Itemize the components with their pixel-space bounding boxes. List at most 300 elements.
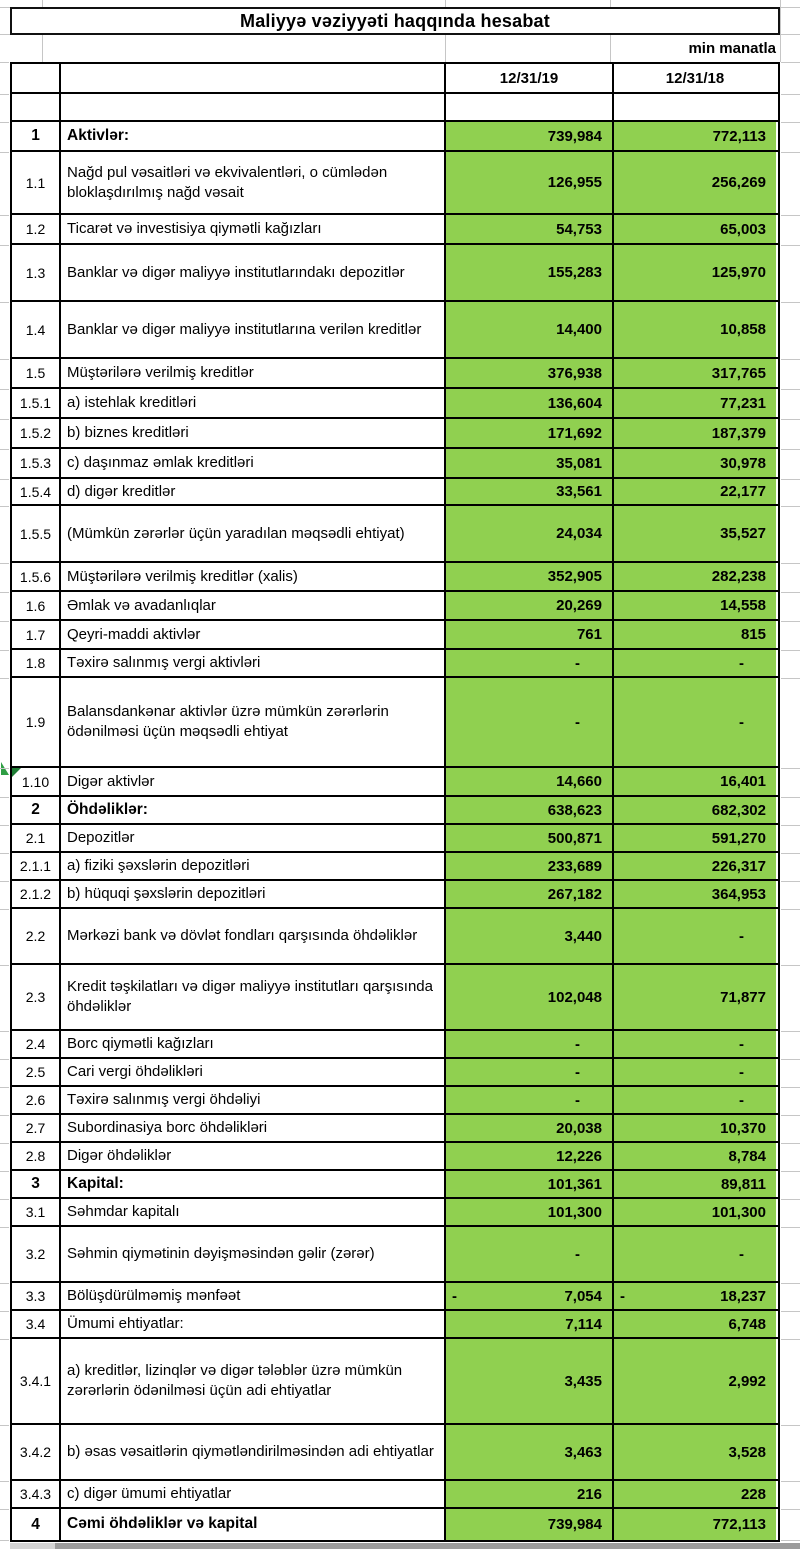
row-number: 2.8 [25,1148,46,1164]
value-2019-cell[interactable] [444,1425,612,1479]
row-number-cell[interactable] [12,506,59,561]
value-2019-cell[interactable] [444,506,612,561]
value-2019-cell[interactable] [444,359,612,387]
row-number-cell[interactable] [12,419,59,447]
row-number-cell[interactable] [12,678,59,766]
gridline [0,621,9,622]
row-label-cell[interactable] [59,1199,444,1225]
row-label: Depozitlər [67,829,135,847]
gridline [781,1540,800,1541]
gridline [0,1339,9,1340]
row-label-cell[interactable] [59,449,444,477]
gridline [781,94,800,95]
row-label-cell[interactable] [59,419,444,447]
value-2019-cell[interactable] [444,215,612,243]
row-label: Bölüşdürülməmiş mənfəət [67,1287,241,1305]
value-2019-cell[interactable] [444,1143,612,1169]
value-2018-cell[interactable] [612,479,776,504]
value-2018-cell[interactable] [612,359,776,387]
gridline [781,122,800,123]
gridline [781,768,800,769]
row-label-cell[interactable] [59,965,444,1029]
value-2019-cell[interactable] [444,1059,612,1085]
gridline [781,621,800,622]
gridline [0,678,9,679]
row-number-cell[interactable] [12,302,59,357]
unit-label-cell[interactable] [612,35,776,61]
row-number: 3.1 [25,1204,46,1220]
value-2018-cell[interactable] [612,592,776,619]
gridline [781,302,800,303]
value-2019-cell[interactable] [444,1311,612,1337]
value-2018-cell[interactable] [612,1199,776,1225]
cell-value: - [739,1035,744,1053]
row-number-cell[interactable] [12,1143,59,1169]
row-number-cell[interactable] [12,1283,59,1309]
value-2019-cell[interactable] [444,825,612,851]
value-2019-cell[interactable] [444,449,612,477]
row-number-cell[interactable] [12,215,59,243]
cell-value: - [575,1245,580,1263]
row-label: (Mümkün zərərlər üçün yaradılan məqsədli ehtiyat) [67,524,405,542]
gridline [781,797,800,798]
value-2018-cell[interactable] [612,768,776,795]
row-label-cell[interactable] [59,768,444,795]
value-2018-cell[interactable] [612,621,776,648]
gridline [0,94,9,95]
report-title-cell[interactable] [10,7,780,35]
value-2019-cell[interactable] [444,909,612,963]
row-label-cell[interactable] [59,1339,444,1423]
row-label: Əmlak və avadanlıqlar [67,596,216,614]
row-label-cell[interactable] [59,122,444,150]
row-label-cell[interactable] [59,1115,444,1141]
row-label-cell[interactable] [59,563,444,590]
value-2018-cell[interactable] [612,1339,776,1423]
value-2019-cell[interactable] [444,245,612,300]
row-label: Mərkəzi bank və dövlət fondları qarşısında öhdəliklər [67,927,418,945]
table-row [12,359,778,389]
cell-value: 8,784 [728,1147,766,1165]
value-2018-cell[interactable] [612,1509,776,1540]
cell-value: 101,361 [547,1175,602,1193]
gridline [0,909,9,910]
row-number-cell[interactable] [12,621,59,648]
value-2018-cell[interactable] [612,449,776,477]
row-number-cell[interactable] [12,768,59,795]
cell-value: 89,811 [720,1175,766,1193]
row-number-cell[interactable] [12,479,59,504]
value-2018-cell[interactable] [612,1425,776,1479]
value-2019-cell[interactable] [444,1283,612,1309]
row-number-cell[interactable] [12,389,59,417]
cell-value: 12/31/18 [665,69,725,87]
row-number-cell[interactable] [12,1311,59,1337]
row-label-cell[interactable] [59,215,444,243]
table-row [12,1143,778,1171]
gridline [781,1311,800,1312]
row-number-cell[interactable] [12,1481,59,1507]
row-label-cell[interactable] [59,479,444,504]
row-number-cell[interactable] [12,825,59,851]
row-number-cell[interactable] [12,359,59,387]
cell-value: 2,992 [728,1372,766,1390]
row-number: 1.4 [25,321,46,338]
value-2019-cell[interactable] [444,122,612,150]
gridline [781,449,800,450]
row-label: Kapital: [67,1174,124,1192]
cell-value: 376,938 [547,364,602,382]
row-number-cell[interactable] [12,650,59,676]
cell-value: 24,034 [556,525,602,542]
gridline [781,1087,800,1088]
cell-value: 30,978 [720,454,766,472]
gridline [0,592,9,593]
table-row [12,1339,778,1425]
value-2018-cell[interactable] [612,563,776,590]
row-number-cell[interactable] [12,965,59,1029]
gridline [781,1059,800,1060]
cell-value: 14,660 [556,773,602,790]
gridline [0,152,9,153]
gridline [781,965,800,966]
cell-value: 226,317 [711,857,766,875]
gridline [0,1227,9,1228]
cell-value: 228 [740,1485,766,1503]
value-2019-cell[interactable] [444,1481,612,1507]
cell-value: 815 [740,626,766,643]
value-2018-cell[interactable] [612,152,776,213]
gridline [781,506,800,507]
gridline [781,1199,800,1200]
row-label-cell[interactable] [59,506,444,561]
value-2019-cell[interactable] [444,1087,612,1113]
row-number-cell[interactable] [12,1031,59,1057]
value-2018-cell[interactable] [612,215,776,243]
row-label-cell[interactable] [59,853,444,879]
gridline [0,389,9,390]
table-row [12,1115,778,1143]
row-number: 2.5 [25,1064,46,1080]
row-number-cell[interactable] [12,449,59,477]
comment-marker-icon [12,768,21,777]
value-2019-cell[interactable] [444,1339,612,1423]
value-2018-cell[interactable] [612,965,776,1029]
value-2018-cell[interactable] [612,678,776,766]
row-number: 3.4 [25,1316,46,1332]
row-number-cell[interactable] [12,1509,59,1540]
table-row [12,302,778,359]
gridline [0,506,9,507]
row-number: 1.5.1 [19,395,52,411]
value-2018-cell[interactable] [612,1481,776,1507]
row-label: Müştərilərə verilmiş kreditlər (xalis) [67,567,298,585]
row-label-cell[interactable] [59,1283,444,1309]
cell-value: 282,238 [711,568,766,585]
row-label-cell[interactable] [59,797,444,823]
cell-value: 7,114 [565,1315,602,1333]
row-number-cell[interactable] [12,1339,59,1423]
row-label-cell[interactable] [59,1031,444,1057]
row-label-cell[interactable] [59,389,444,417]
value-2018-cell[interactable] [612,797,776,823]
table-row [12,122,778,152]
row-label-cell[interactable] [59,1425,444,1479]
gridline [781,1481,800,1482]
row-number-cell[interactable] [12,563,59,590]
value-2019-cell[interactable] [444,302,612,357]
row-number: 2.3 [25,989,46,1005]
row-number: 1.5.6 [19,568,52,585]
gridline [0,853,9,854]
value-2018-cell[interactable] [612,1031,776,1057]
table-row [12,245,778,302]
cell-value: 54,753 [556,220,602,238]
value-2018-cell[interactable] [612,1227,776,1281]
row-label-cell[interactable] [59,245,444,300]
row-number: 2.6 [25,1092,46,1108]
cell-value: 3,463 [564,1443,602,1461]
value-2019-cell[interactable] [444,592,612,619]
cell-value: 267,182 [547,885,602,903]
gridline [0,1425,9,1426]
row-number-cell[interactable] [12,1199,59,1225]
gridline [781,1143,800,1144]
table-row [12,419,778,449]
gridline [0,1199,9,1200]
gridline [781,1171,800,1172]
table-row [12,152,778,215]
row-label-cell[interactable] [59,1171,444,1197]
gridline [781,419,800,420]
row-label: Balansdankənar aktivlər üzrə mümkün zərərlərin ödənilməsi üçün məqsədli ehtiyat [67,703,389,740]
gridline [0,302,9,303]
row-number-cell[interactable] [12,909,59,963]
row-number: 2.1 [25,830,46,846]
value-2019-cell[interactable] [444,1031,612,1057]
gridline [0,479,9,480]
gridline [781,1031,800,1032]
value-2019-cell[interactable] [444,797,612,823]
spacer-cell[interactable] [12,94,59,120]
row-label: a) fiziki şəxslərin depozitləri [67,857,250,875]
row-number-cell[interactable] [12,1425,59,1479]
row-number-cell[interactable] [12,1087,59,1113]
cell-value: 101,300 [547,1203,602,1221]
row-label: Cari vergi öhdəlikləri [67,1063,203,1081]
value-2018-cell[interactable] [612,389,776,417]
cell-value: - [739,713,744,731]
cell-value: 12/31/19 [499,69,559,87]
spacer-cell[interactable] [612,94,776,120]
gridline [781,881,800,882]
value-2019-cell[interactable] [444,881,612,907]
value-2019-cell[interactable] [444,389,612,417]
cell-value: 136,604 [547,394,602,412]
value-2018-cell[interactable] [612,245,776,300]
row-number-cell[interactable] [12,853,59,879]
gridline [0,563,9,564]
gridline [781,678,800,679]
row-number-cell[interactable] [12,592,59,619]
gridline [0,449,9,450]
value-2018-cell[interactable] [612,650,776,676]
value-2019-cell[interactable] [444,768,612,795]
row-number: 2.1.2 [19,886,52,902]
row-number-cell[interactable] [12,1059,59,1085]
gridline [0,215,9,216]
value-2019-cell[interactable] [444,678,612,766]
row-label-cell[interactable] [59,1143,444,1169]
cell-value: 500,871 [547,829,602,847]
row-label: d) digər kreditlər [67,482,176,500]
table-row [12,797,778,825]
row-label-cell[interactable] [59,1509,444,1540]
cell-value: 102,048 [547,988,602,1006]
cell-value: 364,953 [711,885,766,903]
value-2018-cell[interactable] [612,1087,776,1113]
cell-value: 20,038 [556,1119,602,1137]
row-label-cell[interactable] [59,881,444,907]
row-label-cell[interactable] [59,359,444,387]
table-row [12,1481,778,1509]
value-2019-cell[interactable] [444,965,612,1029]
gridline [781,1509,800,1510]
row-label: Digər öhdəliklər [67,1147,172,1165]
table-row [12,1509,778,1540]
row-number-cell[interactable] [12,1227,59,1281]
table-row [12,1059,778,1087]
value-2019-cell[interactable] [444,563,612,590]
table-row [12,853,778,881]
value-2018-cell[interactable] [612,853,776,879]
row-number-cell[interactable] [12,1115,59,1141]
row-label-cell[interactable] [59,152,444,213]
gridline [0,1115,9,1116]
row-label-cell[interactable] [59,1311,444,1337]
value-2019-cell[interactable] [444,1199,612,1225]
value-2019-cell[interactable] [444,853,612,879]
cell-value: 3,440 [564,927,602,945]
cell-value: 317,765 [711,364,766,382]
row-number: 2.4 [25,1036,46,1052]
value-2018-cell[interactable] [612,1283,776,1309]
unit-label: min manatla [688,39,776,57]
value-2019-cell[interactable] [444,1509,612,1540]
gridline [0,1171,9,1172]
row-label-cell[interactable] [59,650,444,676]
row-label: Öhdəliklər: [67,800,148,818]
row-number-cell[interactable] [12,797,59,823]
gridline [781,245,800,246]
row-label-cell[interactable] [59,1087,444,1113]
row-label-cell[interactable] [59,1059,444,1085]
row-number: 2.1.1 [19,858,52,874]
gridline [0,1059,9,1060]
value-2019-cell[interactable] [444,650,612,676]
gridline [781,825,800,826]
row-label: Kredit təşkilatları və digər maliyyə institutları qarşısında öhdəliklər [67,978,433,1015]
value-2018-cell[interactable] [612,1143,776,1169]
cell-value: 3,528 [728,1443,766,1461]
cell-value: 22,177 [720,483,766,500]
row-label-cell[interactable] [59,592,444,619]
value-2019-cell[interactable] [444,479,612,504]
spacer-row [12,94,778,122]
table-row [12,592,778,621]
row-label: Nağd pul vəsaitləri və ekvivalentləri, o cümlədən bloklaşdırılmış nağd vəsait [67,163,388,201]
value-2018-cell[interactable] [612,909,776,963]
spacer-cell[interactable] [59,94,444,120]
row-label-cell[interactable] [59,825,444,851]
value-2019-cell[interactable] [444,1171,612,1197]
value-2019-cell[interactable] [444,419,612,447]
row-number: 3.3 [25,1288,46,1304]
row-number: 1 [31,127,40,144]
value-2019-cell[interactable] [444,1227,612,1281]
cell-value: 14,400 [556,321,602,338]
value-2018-cell[interactable] [612,122,776,150]
row-number-cell[interactable] [12,1171,59,1197]
row-number-cell[interactable] [12,881,59,907]
row-label-cell[interactable] [59,302,444,357]
cell-value: 772,113 [712,127,766,145]
header-empty-cell[interactable] [59,64,444,92]
value-2019-cell[interactable] [444,152,612,213]
cell-value: 739,984 [547,1516,602,1533]
row-number: 1.2 [25,221,46,237]
value-2018-cell[interactable] [612,1059,776,1085]
column-header-2018[interactable] [612,64,776,92]
row-number-cell[interactable] [12,122,59,150]
value-2018-cell[interactable] [612,302,776,357]
value-2018-cell[interactable] [612,419,776,447]
gridline [0,965,9,966]
row-number-cell[interactable] [12,245,59,300]
gridline [781,853,800,854]
table-row [12,506,778,563]
row-number: 4 [31,1515,40,1533]
row-label-cell[interactable] [59,621,444,648]
value-2018-cell[interactable] [612,1115,776,1141]
row-label-cell[interactable] [59,1227,444,1281]
column-header-2019[interactable] [444,64,612,92]
header-empty-cell[interactable] [12,64,59,92]
cell-value: 16,401 [720,773,766,790]
table-row [12,678,778,768]
row-number: 1.10 [21,773,50,790]
row-label-cell[interactable] [59,678,444,766]
spacer-cell[interactable] [444,94,612,120]
value-2018-cell[interactable] [612,506,776,561]
row-number: 3.4.3 [19,1486,52,1502]
value-2018-cell[interactable] [612,1171,776,1197]
value-2018-cell[interactable] [612,1311,776,1337]
row-number: 1.5.5 [19,525,52,542]
value-2019-cell[interactable] [444,621,612,648]
header-row [12,64,778,94]
cell-value: 233,689 [547,857,602,875]
table-row [12,768,778,797]
value-2018-cell[interactable] [612,825,776,851]
row-label-cell[interactable] [59,1481,444,1507]
negative-sign: - [452,1287,457,1305]
value-2019-cell[interactable] [444,1115,612,1141]
value-2018-cell[interactable] [612,881,776,907]
gridline [781,1115,800,1116]
row-label-cell[interactable] [59,909,444,963]
row-number-cell[interactable] [12,152,59,213]
